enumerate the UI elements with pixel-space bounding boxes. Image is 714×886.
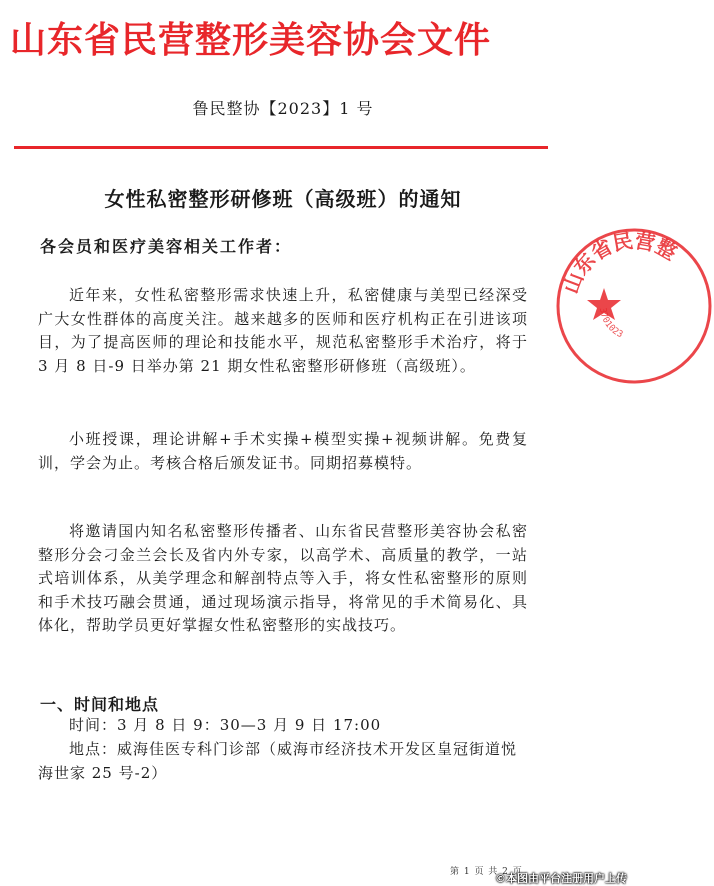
page-indicator: 第 1 页 共 2 页 bbox=[450, 867, 523, 877]
svg-text:山东省民营整 bbox=[558, 228, 680, 296]
notice-title: 女性私密整形研修班（高级班）的通知 bbox=[104, 187, 462, 211]
body-paragraph-1: 近年来，女性私密整形需求快速上升，私密健康与美型已经深受广大女性群体的高度关注。越来越多的医师和医疗机构正在引进该项目，为了提高医师的理论和技能水平，规范私密整形手术治疗，将于 3 月 8 日-9 日举办第 21 期女性私密整形研修班（高级班）。 bbox=[38, 286, 528, 375]
official-seal-stamp bbox=[554, 226, 714, 386]
salutation: 各会员和医疗美容相关工作者： bbox=[40, 237, 293, 256]
document-header-title: 山东省民营整形美容协会文件 bbox=[10, 20, 492, 61]
document-number: 鲁民整协【2023】1 号 bbox=[192, 99, 374, 118]
body-paragraph-3: 将邀请国内知名私密整形传播者、山东省民营整形美容协会私密整形分会刁金兰会长及省内外专家，以高学术、高质量的教学，一站式培训体系，从美学理念和解剖特点等入手，将女性私密整形的原则和手术技巧融会贯通，通过现场演示指导，将常见的手术简易化、具体化，帮助学员更好掌握女性私密整形的实战技巧。 bbox=[38, 522, 528, 634]
event-place: 地点：威海佳医专科门诊部（威海市经济技术开发区皇冠街道悦海世家 25 号-2） bbox=[38, 740, 518, 782]
seal-text: 山东省民营整 bbox=[558, 228, 681, 297]
upload-watermark: ©本图由平台注册用户上传 bbox=[495, 872, 627, 885]
seal-number: 3701023 bbox=[596, 307, 625, 341]
body-paragraph-2: 小班授课，理论讲解+手术实操+模型实操+视频讲解。免费复训，学会为止。考核合格后颁发证书。同期招募模特。 bbox=[38, 430, 528, 472]
header-divider bbox=[14, 146, 548, 149]
event-time: 时间：3 月 8 日 9：30—3 月 9 日 17:00 bbox=[69, 716, 382, 734]
section-heading-time-place: 一、时间和地点 bbox=[40, 695, 160, 714]
